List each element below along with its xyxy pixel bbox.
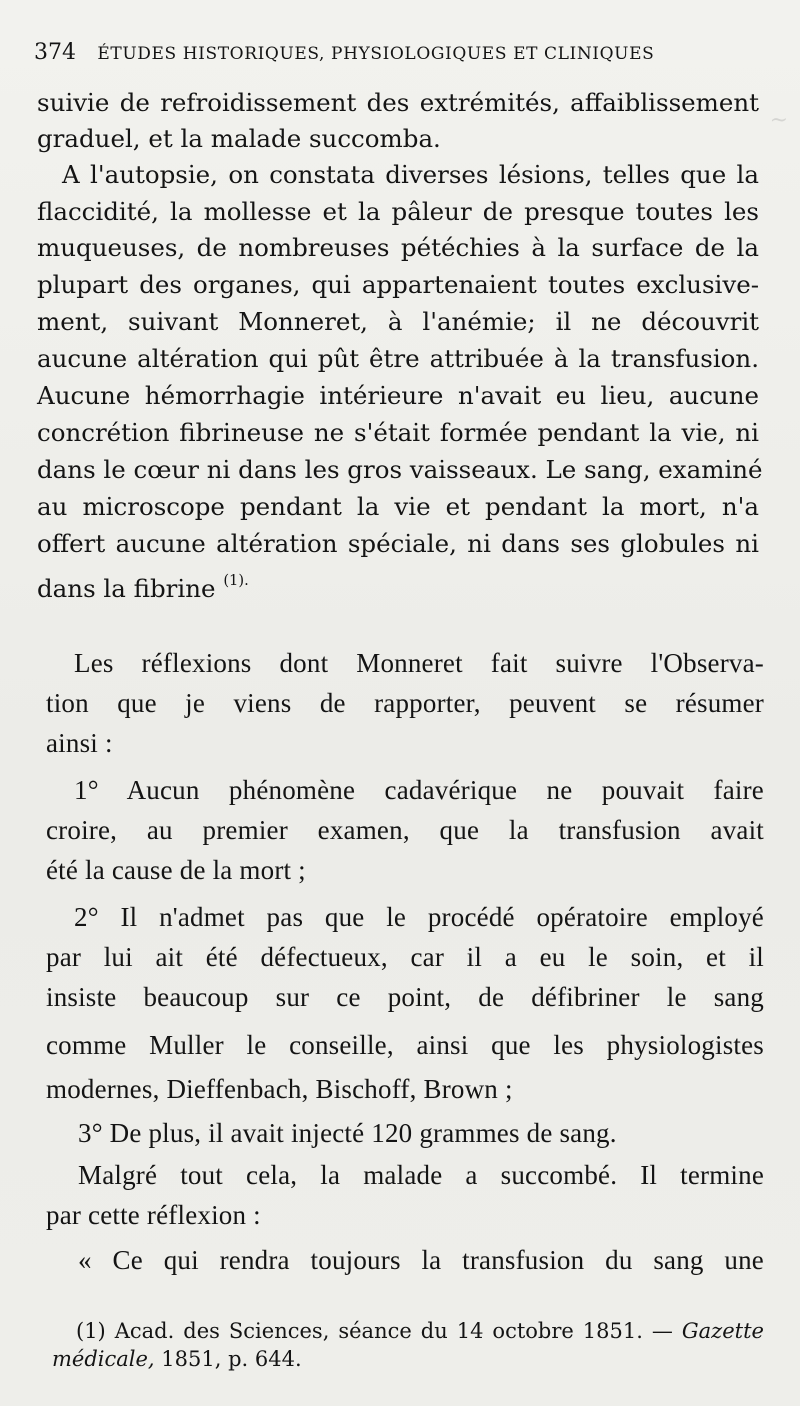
text-line: offert aucune altération spéciale, ni dans ses globules ni: [37, 529, 759, 558]
footnote-journal: médicale,: [52, 1347, 155, 1371]
text-line: insiste beaucoup sur ce point, de défibriner le sang: [46, 982, 764, 1012]
text-line: muqueuses, de nombreuses pétéchies à la surface de la: [37, 233, 759, 262]
footnote-line: [52, 1346, 764, 1372]
text-line: 3° De plus, il avait injecté 120 grammes de sang.: [78, 1118, 617, 1148]
text-line: suivie de refroidissement des extrémités, affaiblissement: [37, 88, 759, 117]
text-line: Malgré tout cela, la malade a succombé. Il termine: [78, 1160, 764, 1190]
text-line: aucune altération qui pût être attribuée à la transfusion.: [37, 344, 759, 373]
text-fragment: dans la fibrine: [37, 574, 216, 603]
running-head-title: ÉTUDES HISTORIQUES, PHYSIOLOGIQUES ET CLINIQUES: [97, 44, 655, 64]
footnote-line: [76, 1318, 764, 1344]
text-line: « Ce qui rendra toujours la transfusion du sang une: [78, 1245, 764, 1275]
footnote-marker: (1): [76, 1319, 106, 1343]
footnote-journal: Gazette: [681, 1319, 764, 1343]
text-line: ment, suivant Monneret, à l'anémie; il ne découvrit: [37, 307, 759, 336]
footnote-citation: 1851, p. 644.: [161, 1347, 302, 1371]
text-line: [37, 566, 759, 604]
footnote-reference: (1).: [223, 572, 249, 589]
text-line: A l'autopsie, on constata diverses lésions, telles que la: [62, 160, 759, 189]
text-line: été la cause de la mort ;: [46, 855, 306, 885]
show-through-text: ~: [769, 108, 788, 133]
text-line: dans le cœur ni dans les gros vaisseaux. Le sang, examiné: [37, 455, 763, 484]
footnote-text: Acad. des Sciences, séance du 14 octobre 1851. —: [114, 1319, 673, 1343]
page-number: 374: [34, 40, 76, 65]
text-line: 2° Il n'admet pas que le procédé opératoire employé: [74, 902, 764, 932]
text-line: par lui ait été défectueux, car il a eu le soin, et il: [46, 942, 764, 972]
text-line: au microscope pendant la vie et pendant la mort, n'a: [37, 492, 759, 521]
text-line: ainsi :: [46, 728, 113, 758]
text-line: tion que je viens de rapporter, peuvent se résumer: [46, 688, 764, 718]
text-line: 1° Aucun phénomène cadavérique ne pouvait faire: [74, 775, 764, 805]
text-line: modernes, Dieffenbach, Bischoff, Brown ;: [46, 1074, 513, 1104]
text-line: Aucune hémorrhagie intérieure n'avait eu lieu, aucune: [37, 381, 759, 410]
running-header: [34, 40, 764, 70]
text-line: graduel, et la malade succomba.: [37, 124, 441, 153]
text-line: Les réflexions dont Monneret fait suivre l'Observa-: [74, 648, 764, 678]
text-line: comme Muller le conseille, ainsi que les physiologistes: [46, 1030, 764, 1060]
text-line: plupart des organes, qui appartenaient toutes exclusive-: [37, 270, 759, 299]
text-line: par cette réflexion :: [46, 1200, 261, 1230]
text-line: croire, au premier examen, que la transfusion avait: [46, 815, 764, 845]
text-line: flaccidité, la mollesse et la pâleur de presque toutes les: [37, 197, 759, 226]
text-line: concrétion fibrineuse ne s'était formée pendant la vie, ni: [37, 418, 759, 447]
